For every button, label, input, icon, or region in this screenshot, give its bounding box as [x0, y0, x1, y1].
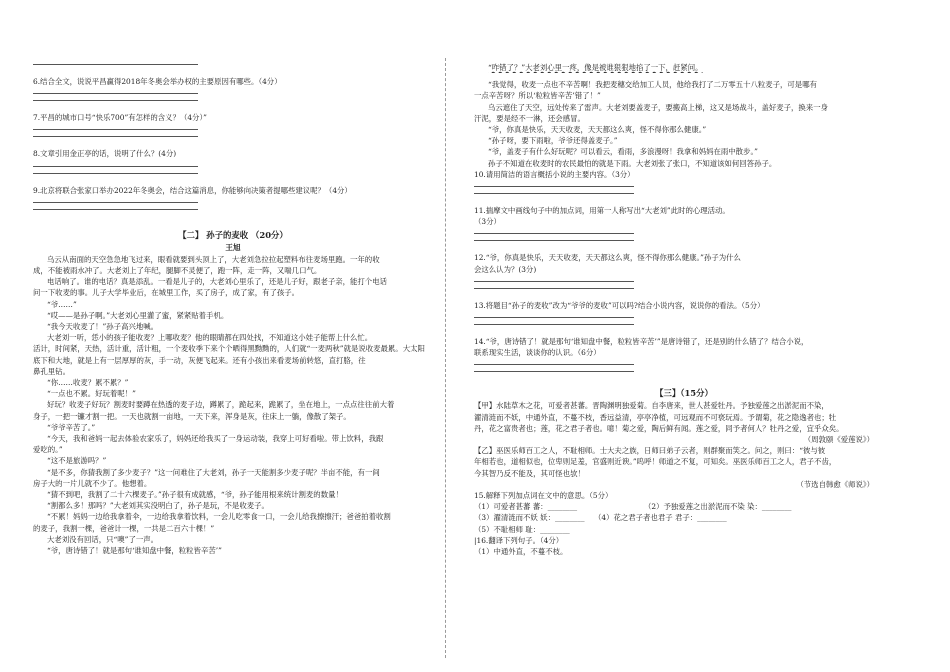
story-author: 王旭 — [225, 242, 241, 252]
section-2-title: 【二】 孙子的麦收 （20分） — [178, 229, 288, 240]
story-line: 大老刘一听，恁小的孩子能收麦？上哪收麦？他的眼睛都在四处找，不知道这小娃子能帮上什么忙。 — [47, 333, 373, 343]
question-8: 8.文章引用金正亭的话，说明了什么？(4分) — [33, 149, 177, 159]
story-line: 汗泥，要是经不一淋，还会感冒。 — [474, 113, 585, 123]
passage-jia-line: 【甲】水陆草木之花，可爱者甚蕃。晋陶渊明独爱菊。自李唐来，世人甚爱牡丹。予独爱莲之出淤泥而不染， — [474, 401, 829, 411]
section-3-title: 【三】（15分） — [655, 388, 713, 399]
answer-line — [33, 93, 198, 94]
passage-jia-source: （周敦颐《爱莲说》） — [803, 435, 874, 445]
question-14-cont: 联系现实生活，谈谈你的认识。（6分） — [474, 348, 601, 358]
story-line: “我觉得，收麦一点也不辛苦啊！我把麦穗交给加工人员，他给我打了二万零五十八粒麦子，可是哪有 — [488, 80, 817, 90]
answer-line — [33, 209, 198, 210]
story-line: 乌云从南面的天空急急地飞过来，眼看就要到头顶上了，大老刘急拉拉起塑料布往麦场里跑。一年的收 — [47, 254, 380, 264]
answer-line — [474, 371, 634, 372]
question-9: 9.北京将联合张家口举办2022年冬奥会，结合这篇消息，你能够向决策者提哪些建议呢？（4分） — [33, 185, 352, 195]
story-line: 问一下收麦的事。儿子大学毕业后，在城里工作，买了房子，成了家，有了孩子。 — [33, 288, 300, 298]
question-16: |16.翻译下列句子。（4分） — [474, 535, 564, 545]
story-line: 身子，一把一镰才割一把。一天也就割一亩地，一天下来，浑身是灰，往床上一躺，像散了架子。 — [33, 411, 351, 421]
question-13: 13.将题目“孙子的麦收”改为“爷爷的麦收”可以吗?结合小说内容，说说你的看法。（5分） — [474, 300, 765, 310]
answer-line — [33, 173, 198, 174]
story-line: 鼻孔里钻。 — [33, 366, 70, 376]
answer-line — [474, 364, 634, 365]
story-line: “割都么多！那吗？”大老刘其实没明白了，孙子是玩，不是收麦子。 — [47, 501, 269, 511]
story-line: “不累！妈妈一边给我拿着伞，一边给我拿着饮料，一会儿吃零食一口，一会儿给我擦擦汗；爸爸拍着收割 — [47, 512, 391, 522]
question-14: 14.“爷，唐诗错了！就是那句‘谁知盘中餐，粒粒皆辛苦’”是唐诗错了，还是别的什么错了？结合小说， — [474, 337, 809, 347]
column-divider — [445, 58, 446, 658]
story-line: 的麦子，我割一棵，爸爸计一棵，一共是二百六十棵！” — [33, 523, 215, 533]
answer-line — [474, 281, 634, 282]
q15-item: （1）可爱者甚蕃 蕃：________ — [474, 502, 578, 512]
question-15: 15.解释下列加点词在文中的意思。（5分） — [474, 491, 613, 501]
q15-item: （3）濯清涟而不妖 妖：________ — [474, 513, 585, 523]
story-line: 好玩？收麦子好玩？割麦时要蹲在热透的麦子边，蹲累了，跪起来，跪累了，坐在地上，一点点往往前大着 — [47, 400, 395, 410]
story-line: “这不是旅游吗？” — [47, 456, 107, 466]
answer-line — [474, 233, 634, 234]
story-line: “是不多，你猜我割了多少麦子？”这一问难住了大老刘，孙子一天能割多少麦子呢？半亩不能，有一间 — [47, 467, 380, 477]
question-16-item: （1）中通外直，不蔓不枝。 — [474, 547, 568, 557]
story-line: 孙子不知道在收麦时的农民最怕的就是下雨。大老刘张了张口，不知道该如何回答孙子。 — [488, 158, 777, 168]
passage-yi-line: 年相若也，道相似也，位卑则足羞，官盛则近谀。”呜呼！师道之不复，可知矣。巫医乐师百工之人，君子不齿， — [474, 457, 837, 467]
answer-line — [33, 100, 198, 101]
question-7: 7.平昌的城市口号“快乐700”有怎样的含义？（4分）” — [33, 113, 207, 123]
story-line: 爱吃的。” — [33, 445, 63, 455]
story-line: “爷，你真是快乐，天天收麦，天天都这么爽，怪不得你那么健康。” — [488, 125, 707, 135]
question-6: 6.结合全文，说说平昌赢得2018年冬奥会举办权的主要原因有哪些。（4分） — [33, 77, 282, 86]
answer-line — [33, 64, 198, 65]
question-12-cont: 会这么认为？(3分) — [474, 264, 537, 274]
story-line: 一点辛苦呀？所以‘粒粒皆辛苦’错了！” — [474, 91, 601, 101]
passage-jia-line: 丹，花之富贵者也；莲，花之君子者也。噫！菊之爱，陶后鲜有闻。莲之爱，同予者何人？牡丹之爱，宜乎众矣。 — [474, 423, 844, 433]
answer-line — [474, 288, 634, 289]
story-line: 成，不能被雨水冲了。大老刘上了年纪，腿脚不灵便了，跑一阵，走一阵，又喘几口气。 — [33, 266, 322, 276]
story-line: “孙子呀，要下雨啦，爷爷还得盖麦子。” — [488, 136, 618, 146]
passage-yi-line: 今其智乃反不能及，其可怪也欤！ — [474, 468, 585, 478]
left-column — [33, 62, 433, 556]
question-11-score: （3分） — [474, 217, 501, 227]
story-line: 底下和大地，就是上有一层厚厚的灰，手一动，灰便飞起来。还有小孩出来看麦场前转悠，直打胳，往 — [33, 355, 366, 365]
q15-item: （2）予独爱莲之出淤泥而不染 染：________ — [644, 502, 792, 512]
story-line: 乌云遮住了天空，远处传来了雷声。大老刘要盖麦子，要搬高上梯，这又是场战斗，盖好麦子，换来一身 — [488, 102, 828, 112]
answer-line — [33, 202, 198, 203]
story-line: “今天，我和爸妈一起去体验农家乐了，妈妈还给我买了一身运动装，我穿上可好看啦。带上饮料，我跟 — [47, 434, 384, 444]
story-line: 大老刘没有回话，只“噢”了一声。 — [47, 534, 159, 544]
answer-line — [474, 317, 634, 318]
story-line: “哎——是孙子啊。”大老刘心里灌了蜜，紧紧贴着手机。 — [47, 310, 229, 320]
question-12: 12.“爷，你真是快乐，天天收麦，天天都这么爽，怪不得你那么健康。”孙子为什么 — [474, 253, 741, 263]
question-15-row — [474, 512, 894, 523]
passage-yi-source: （节选自韩愈《师说》） — [796, 479, 874, 489]
passage-yi-line: 【乙】巫医乐师百工之人，不耻相师。士大夫之族，日师曰弟子云者，则群聚而笑之。问之，则曰：“彼与彼 — [474, 446, 826, 456]
right-column — [474, 62, 894, 557]
answer-line — [474, 324, 634, 325]
answer-line — [474, 240, 634, 241]
story-line: “爷，唐诗错了！就是那句‘谁知盘中餐，粒粒皆辛苦’” — [47, 546, 222, 556]
answer-line — [33, 129, 198, 130]
answer-line — [33, 136, 198, 137]
question-15-row — [474, 501, 894, 512]
q15-item: （5）不耻相师 耻：________ — [474, 524, 570, 534]
story-line: 电话响了。谁的电话？真是添乱。一看是儿子的，大老刘心里乐了，还是儿子好，跟老子亲，能打个电话 — [47, 277, 387, 287]
story-line: “爷……” — [47, 299, 77, 309]
story-line: “爷爷辛苦了。” — [47, 422, 96, 432]
question-11: 11.揣摩文中画线句子中的加点词，用第一人称写出“大老刘”此时的心理活动。 — [474, 206, 730, 216]
story-line: “我今天收麦了！”孙子高兴地喊。 — [47, 322, 159, 332]
question-10: 10.请用简洁的语言概括小说的主要内容。（3分） — [474, 169, 635, 179]
story-line: “你……收麦？累不累？” — [47, 378, 129, 388]
answer-line — [33, 166, 198, 167]
passage-jia-line: 濯清涟而不妖，中通外直，不蔓不枝，香远益清，亭亭净植，可远观而不可亵玩焉。予谓菊，花之隐逸者也；牡 — [474, 412, 837, 422]
q15-item: （4）花之君子者也君子 君子：________ — [594, 513, 727, 523]
story-line: “一点也不累。好玩着呢！” — [47, 389, 136, 399]
story-line: 房子大的一片儿就不少了。他想着。 — [33, 478, 152, 488]
underlined-sentence: “咋错了？”大老刘心里一疼，像是被谁狠狠地掐了一下，赶紧问。 — [488, 63, 703, 72]
story-line: “猜不到吧，我割了二十六棵麦子。”孙子很有成就感，“爷，孙子能用根来统计割麦的数量！ — [47, 490, 343, 500]
story-line: “爷，盖麦子有什么好玩呢？可以看云，看雨，多浪漫呀！我拿和妈妈在雨中散步。” — [488, 147, 758, 157]
answer-line — [474, 186, 634, 187]
story-line: 活计，时间紧，天热，活计重，活计粗，一个麦收季下来个个晒得黑黝黝的，人们就“一麦两秋”就是说收麦最累。大太阳 — [33, 344, 425, 354]
answer-line — [474, 193, 634, 194]
